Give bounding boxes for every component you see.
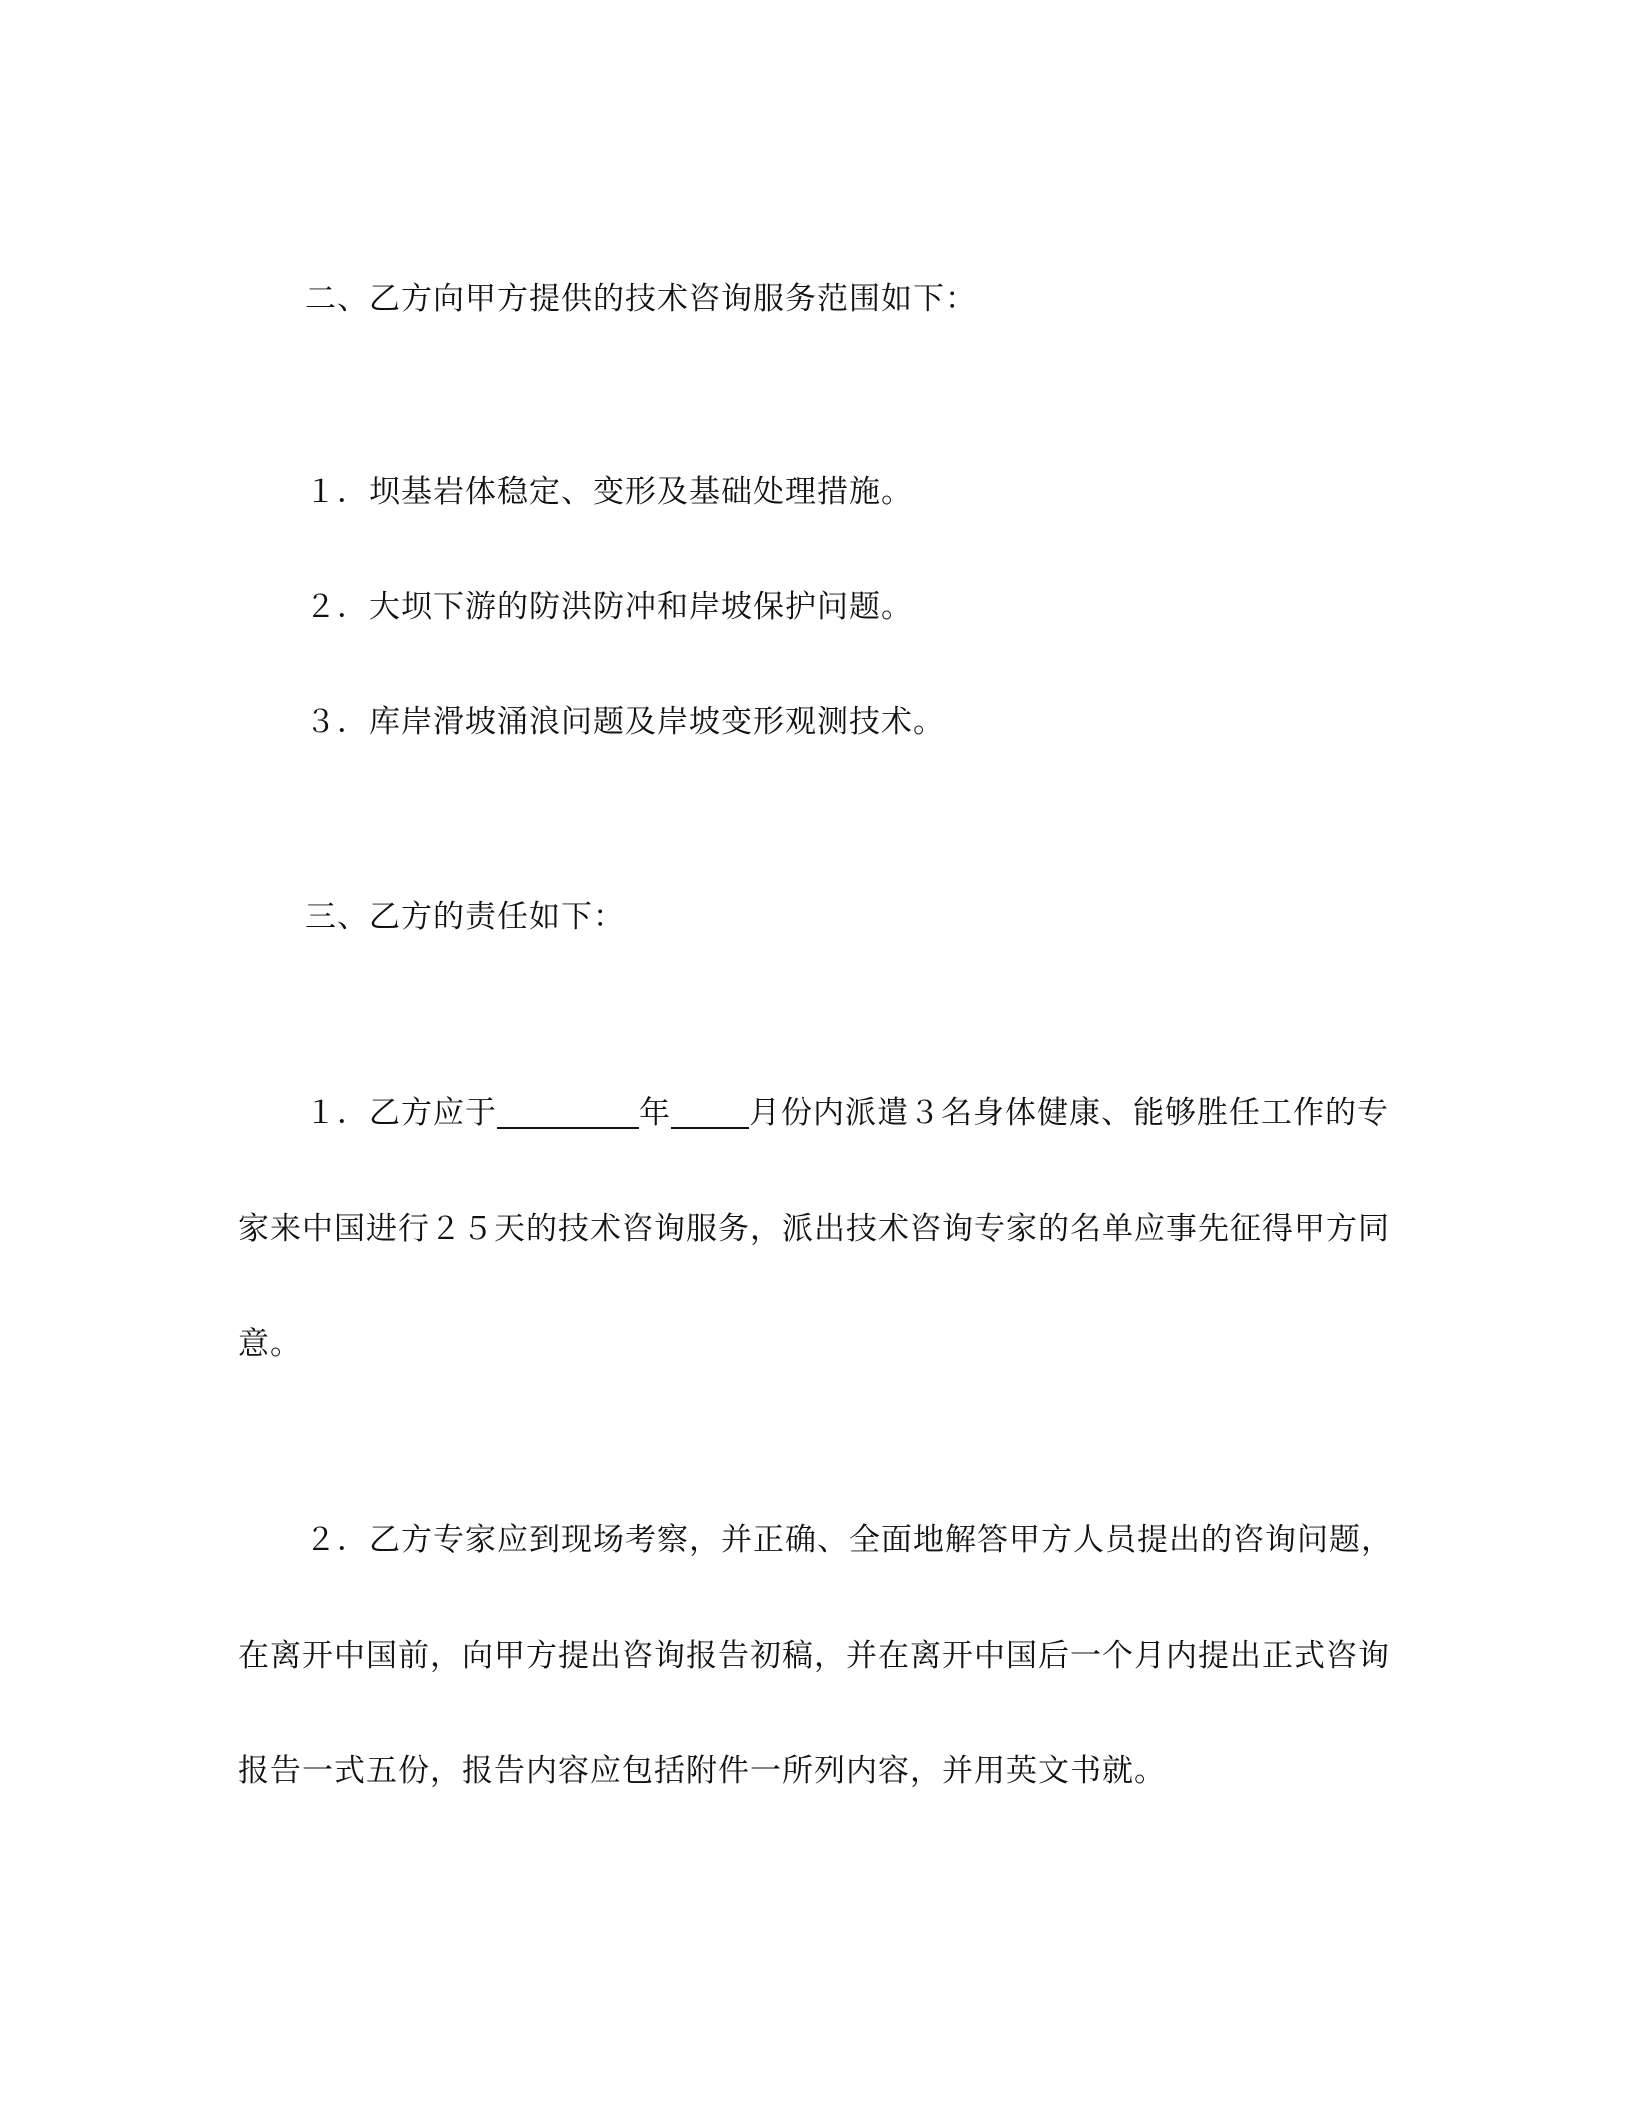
section-3-item-1-line-2: 家来中国进行２５天的技术咨询服务，派出技术咨询专家的名单应事先征得甲方同 (238, 1211, 1390, 1247)
item-1-suffix: 月份内派遣３名身体健康、能够胜任工作的专 (749, 1095, 1389, 1131)
section-2-item-2: ２．大坝下游的防洪防冲和岸坡保护问题。 (305, 589, 913, 625)
item-1-prefix: １．乙方应于 (305, 1095, 497, 1131)
section-3-item-1-line-3: 意。 (238, 1326, 302, 1362)
section-3-item-2-line-2: 在离开中国前，向甲方提出咨询报告初稿，并在离开中国后一个月内提出正式咨询 (238, 1638, 1390, 1674)
month-blank (671, 1097, 749, 1129)
section-2-item-3: ３．库岸滑坡涌浪问题及岸坡变形观测技术。 (305, 704, 945, 740)
year-label: 年 (639, 1095, 671, 1131)
section-3-heading: 三、乙方的责任如下： (305, 899, 625, 935)
section-3-item-1-line-1 (305, 1093, 1389, 1133)
section-2-item-1: １．坝基岩体稳定、变形及基础处理措施。 (305, 474, 913, 510)
section-2-heading: 二、乙方向甲方提供的技术咨询服务范围如下： (305, 281, 977, 317)
section-3-item-2-line-3: 报告一式五份，报告内容应包括附件一所列内容，并用英文书就。 (238, 1753, 1166, 1789)
year-blank (497, 1097, 639, 1129)
section-3-item-2-line-1: ２．乙方专家应到现场考察，并正确、全面地解答甲方人员提出的咨询问题， (305, 1522, 1393, 1558)
